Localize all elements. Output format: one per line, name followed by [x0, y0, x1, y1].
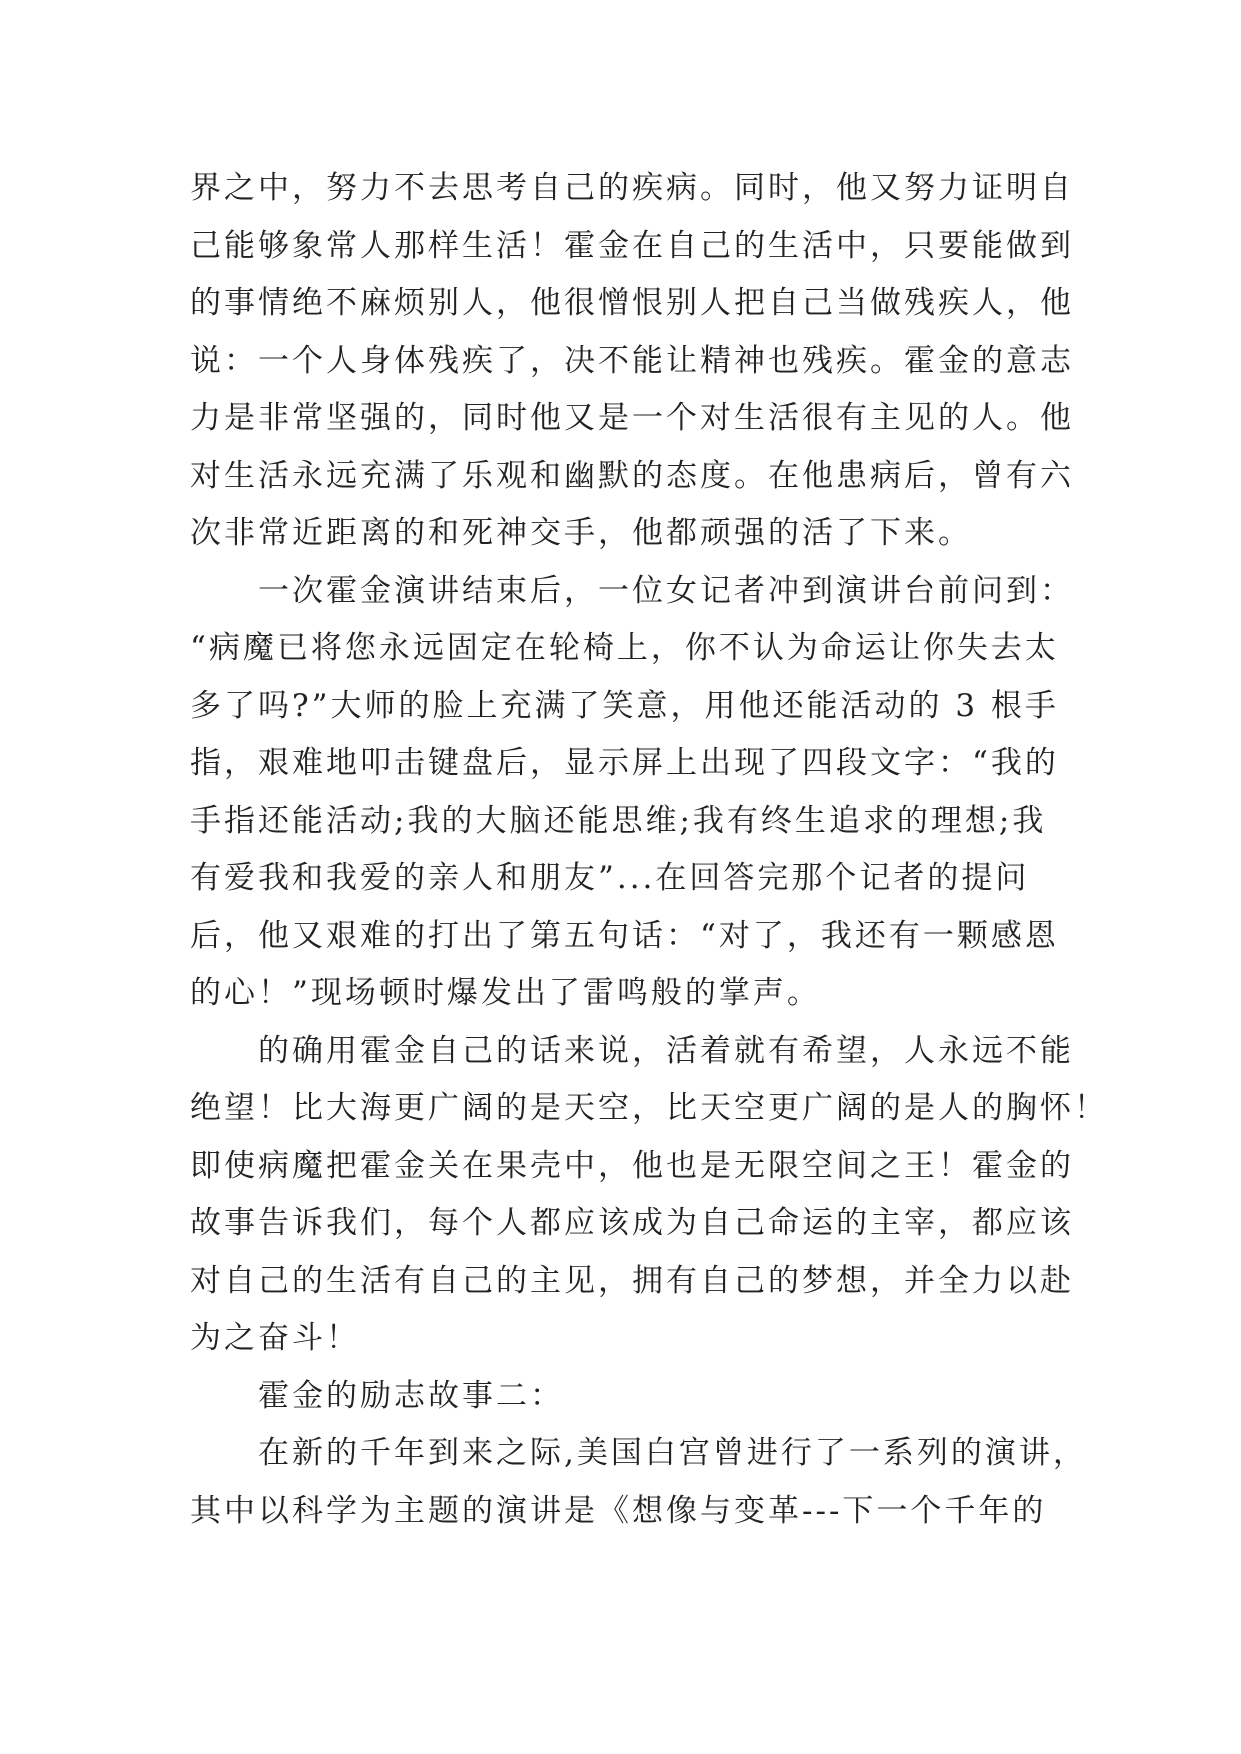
text-line: 为之奋斗！ [190, 1320, 360, 1356]
text-line: 界之中，努力不去思考自己的疾病。同时，他又努力证明自 [190, 170, 1074, 206]
text-line: 对自己的生活有自己的主见，拥有自己的梦想，并全力以赴 [190, 1262, 1074, 1299]
text-line: 的确用霍金自己的话来说，活着就有希望，人永远不能 [190, 1032, 1074, 1069]
text-line: 即使病魔把霍金关在果壳中，他也是无限空间之王！霍金的 [190, 1147, 1074, 1184]
text-line: “病魔已将您永远固定在轮椅上，你不认为命运让你失去太 [190, 630, 1059, 666]
text-line: 对生活永远充满了乐观和幽默的态度。在他患病后，曾有六 [190, 457, 1074, 494]
text-line: 的事情绝不麻烦别人，他很憎恨别人把自己当做残疾人，他 [190, 285, 1074, 321]
text-line: 手指还能活动;我的大脑还能思维;我有终生追求的理想;我 [190, 802, 1047, 839]
text-line: 的心！”现场顿时爆发出了雷鸣般的掌声。 [190, 975, 821, 1011]
text-line: 霍金的励志故事二： [190, 1377, 564, 1414]
text-line: 指，艰难地叩击键盘后，显示屏上出现了四段文字：“我的 [190, 745, 1059, 781]
text-line: 多了吗?”大师的脸上充满了笑意，用他还能活动的 3 根手 [190, 687, 1059, 724]
text-line: 力是非常坚强的，同时他又是一个对生活很有主见的人。他 [190, 400, 1074, 436]
text-line: 有爱我和我爱的亲人和朋友”...在回答完那个记者的提问 [190, 860, 1030, 896]
text-line: 后，他又艰难的打出了第五句话：“对了，我还有一颗感恩 [190, 917, 1059, 954]
text-line: 在新的千年到来之际,美国白宫曾进行了一系列的演讲， [190, 1435, 1087, 1471]
text-line: 己能够象常人那样生活！霍金在自己的生活中，只要能做到 [190, 227, 1074, 264]
text-line: 一次霍金演讲结束后，一位女记者冲到演讲台前问到： [190, 572, 1074, 609]
text-line: 说：一个人身体残疾了，决不能让精神也残疾。霍金的意志 [190, 342, 1074, 379]
text-line: 绝望！比大海更广阔的是天空，比天空更广阔的是人的胸怀！ [190, 1090, 1108, 1126]
text-line: 其中以科学为主题的演讲是《想像与变革---下一个千年的 [190, 1492, 1047, 1529]
text-line: 故事告诉我们，每个人都应该成为自己命运的主宰，都应该 [190, 1205, 1074, 1241]
body-text [190, 160, 1108, 1540]
text-line: 次非常近距离的和死神交手，他都顽强的活了下来。 [190, 515, 972, 551]
